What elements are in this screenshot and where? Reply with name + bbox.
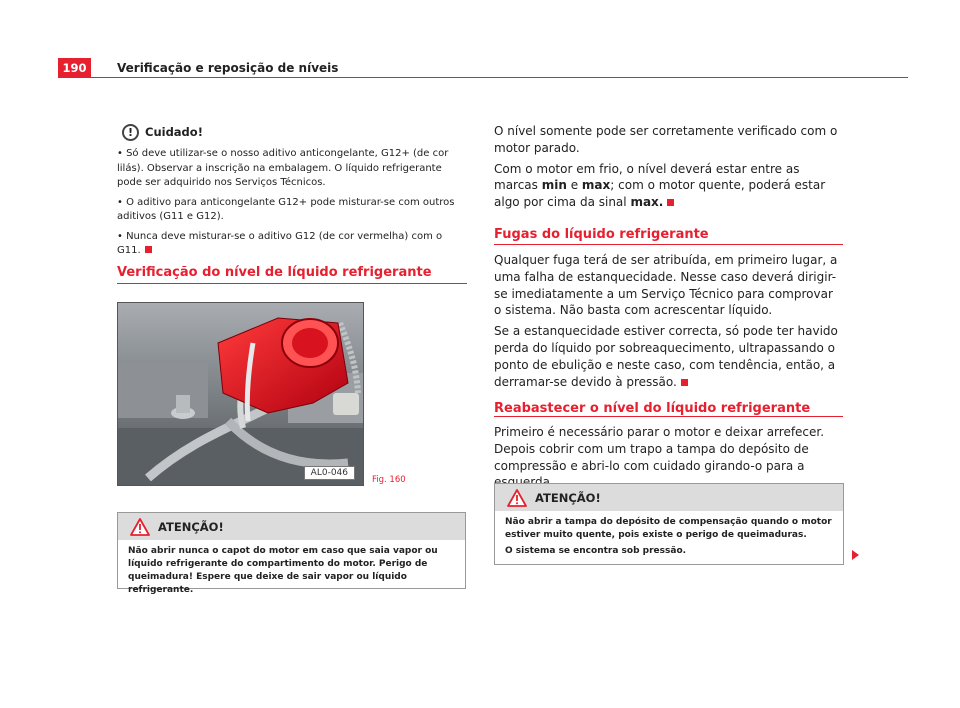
mark-max: max. — [630, 195, 664, 210]
text-run: Com o motor em frio, o nível deverá estar entre as marcas — [494, 161, 800, 193]
figure-label: Fig. 160 — [372, 475, 406, 485]
engine-figure — [117, 302, 364, 486]
engine-compartment-illustration — [118, 303, 364, 486]
intro-text — [494, 123, 844, 215]
warning-text: Não abrir a tampa do depósito de compensação quando o motor estiver muito quente, pois existe o perigo de queimaduras. — [505, 517, 832, 541]
mark-max: max — [581, 178, 611, 193]
caution-block — [117, 124, 467, 264]
warning-text: O sistema se encontra sob pressão. — [505, 546, 687, 557]
figure-code: AL0-046 — [304, 466, 355, 480]
intro-paragraph-marks — [494, 161, 844, 211]
warning-box-reservoir — [494, 483, 844, 565]
warning-header — [118, 513, 465, 540]
mark-min: min — [541, 178, 567, 193]
warning-title: ATENÇÃO! — [535, 490, 601, 505]
section-heading-leaks: Fugas do líquido refrigerante — [494, 227, 709, 242]
caution-item-text: • Nunca deve misturar-se o aditivo G12 (de cor vermelha) com o G11. — [117, 230, 443, 256]
warning-header — [495, 484, 843, 511]
warning-triangle-icon — [507, 489, 527, 507]
section-heading-check-level: Verificação do nível de líquido refrigerante — [117, 265, 432, 280]
warning-body — [118, 540, 465, 606]
end-square-icon — [145, 246, 152, 253]
leaks-paragraph — [494, 323, 844, 390]
end-square-icon — [667, 199, 674, 206]
end-square-icon — [681, 379, 688, 386]
text-run: e — [566, 178, 582, 193]
warning-triangle-icon — [130, 518, 150, 536]
page-number: 190 — [58, 58, 91, 78]
section-rule — [494, 244, 843, 245]
caution-header — [117, 124, 467, 141]
caution-item: • Só deve utilizar-se o nosso aditivo anticongelante, G12+ (de cor lilás). Observar a inscrição na embalagem. O líquido refrigerante pode ser adquirido nos Serviços Técnicos. — [117, 148, 449, 188]
text-run: ; com o motor quente, poderá estar algo por cima da sinal — [494, 178, 826, 210]
warning-title: ATENÇÃO! — [158, 519, 224, 534]
continue-arrow-icon — [852, 550, 859, 560]
text-run: Se a estanquecidade estiver correcta, só pode ter havido perda do líquido por sobreaquecimento, ultrapassando o ponto de ebulição e neste caso, com tendência, então, a derramar-se devido à pressão. — [494, 324, 838, 389]
warning-body — [495, 511, 843, 567]
page-title: Verificação e reposição de níveis — [117, 61, 339, 75]
section-rule — [117, 283, 467, 284]
section-rule — [494, 416, 843, 417]
warning-box-capot — [117, 512, 466, 596]
leaks-text — [494, 252, 844, 394]
exclamation-circle-icon: ! — [122, 124, 139, 141]
section-heading-refill: Reabastecer o nível do líquido refrigerante — [494, 401, 811, 416]
caution-item: • O aditivo para anticongelante G12+ pode misturar-se com outros aditivos (G11 e G12). — [117, 196, 455, 222]
warning-text: Não abrir nunca o capot do motor em caso que saia vapor ou líquido refrigerante do compartimento do motor. Perigo de queimadura! Espere que deixe de sair vapor ou líquido refrigerante. — [128, 546, 438, 596]
intro-paragraph: O nível somente pode ser corretamente verificado com o motor parado. — [494, 124, 838, 155]
refill-paragraph: Primeiro é necessário parar o motor e deixar arrefecer. Depois cobrir com um trapo a tampa do depósito de compressão e abri-lo com cuidado girando-o para a — [494, 425, 825, 473]
header-rule — [58, 77, 908, 78]
caution-item — [117, 230, 467, 259]
caution-title: Cuidado! — [145, 125, 203, 140]
leaks-paragraph: Qualquer fuga terá de ser atribuída, em primeiro lugar, a uma falha de estanquecidade. Nesse caso deverá dirigir-se imediatamente a um Serviço Técnico para comprovar o sistema. Não basta com acrescentar líquido. — [494, 253, 838, 318]
